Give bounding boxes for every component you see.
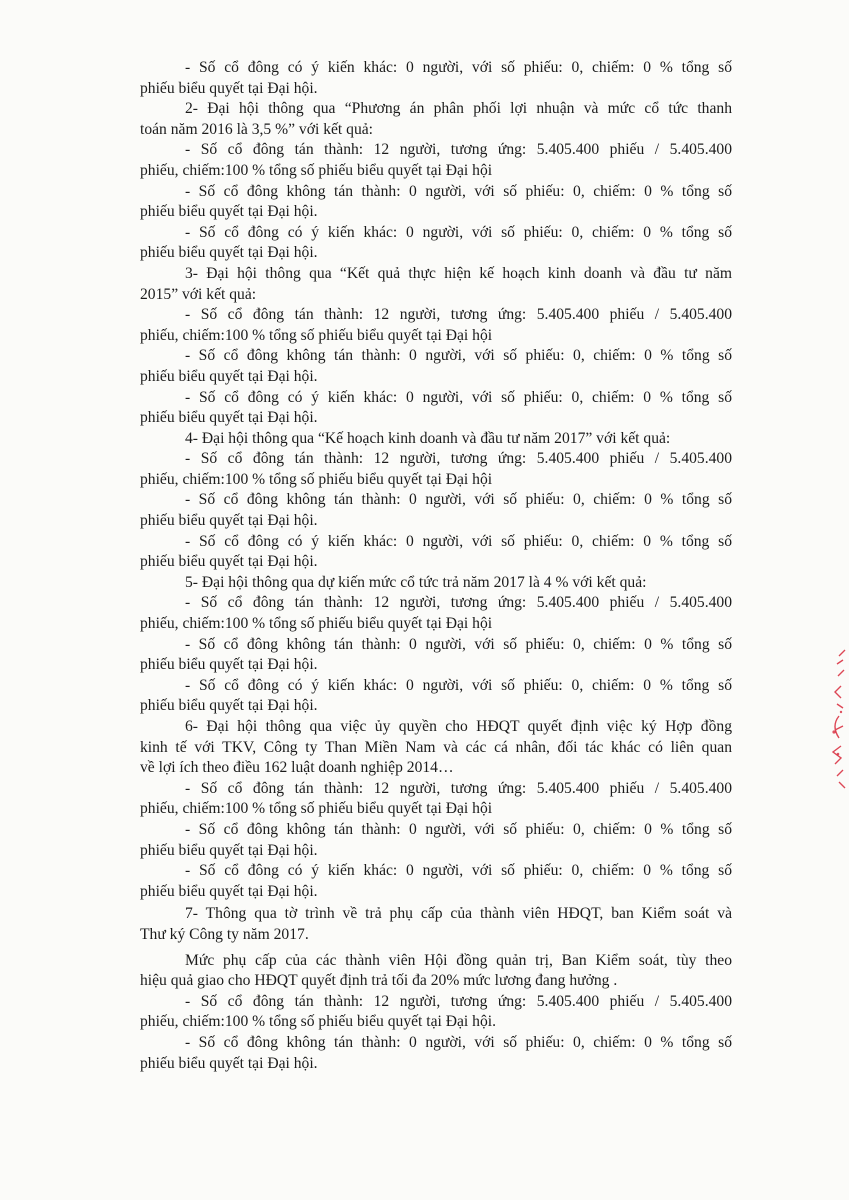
text-line: phiếu biểu quyết tại Đại hội. bbox=[140, 79, 318, 97]
resolution-item-6 bbox=[140, 717, 732, 779]
item-heading-cont: về lợi ích theo điều 162 luật doanh nghiệp 2014… bbox=[140, 759, 454, 777]
vote-result-disapprove bbox=[140, 182, 732, 223]
text-line: Mức phụ cấp của các thành viên Hội đồng quản trị, Ban Kiểm soát, tùy theo bbox=[185, 951, 732, 969]
text-line: phiếu, chiếm:100 % tổng số phiếu biểu quyết tại Đại hội bbox=[140, 470, 493, 488]
text-line: - Số cổ đông không tán thành: 0 người, với số phiếu: 0, chiếm: 0 % tổng số bbox=[185, 820, 732, 838]
text-line: phiếu biểu quyết tại Đại hội. bbox=[140, 244, 318, 262]
text-line: - Số cổ đông có ý kiến khác: 0 người, với số phiếu: 0, chiếm: 0 % tổng số bbox=[185, 862, 732, 880]
text-line: phiếu biểu quyết tại Đại hội. bbox=[140, 697, 318, 715]
vote-result-other-opinion bbox=[140, 532, 732, 573]
text-line: - Số cổ đông không tán thành: 0 người, với số phiếu: 0, chiếm: 0 % tổng số bbox=[185, 635, 732, 653]
text-line: phiếu, chiếm:100 % tổng số phiếu biểu quyết tại Đại hội. bbox=[140, 1013, 496, 1031]
item-heading-cont: 2015” với kết quả: bbox=[140, 285, 257, 303]
resolution-item-4 bbox=[140, 429, 732, 450]
text-line: - Số cổ đông có ý kiến khác: 0 người, với số phiếu: 0, chiếm: 0 % tổng số bbox=[185, 532, 732, 550]
vote-result-disapprove bbox=[140, 635, 732, 676]
resolution-item-3 bbox=[140, 264, 732, 305]
text-line: phiếu biểu quyết tại Đại hội. bbox=[140, 203, 318, 221]
text-line: phiếu, chiếm:100 % tổng số phiếu biểu quyết tại Đại hội bbox=[140, 800, 493, 818]
vote-result-other-opinion bbox=[140, 58, 732, 99]
text-line: - Số cổ đông không tán thành: 0 người, với số phiếu: 0, chiếm: 0 % tổng số bbox=[185, 1033, 732, 1051]
item-heading: 4- Đại hội thông qua “Kế hoạch kinh doanh và đầu tư năm 2017” với kết quả: bbox=[185, 429, 671, 447]
item-heading-cont: Thư ký Công ty năm 2017. bbox=[140, 925, 309, 943]
text-line: - Số cổ đông tán thành: 12 người, tương ứng: 5.405.400 phiếu / 5.405.400 bbox=[185, 779, 732, 797]
text-line: phiếu biểu quyết tại Đại hội. bbox=[140, 512, 318, 530]
text-line: - Số cổ đông tán thành: 12 người, tương ứng: 5.405.400 phiếu / 5.405.400 bbox=[185, 594, 732, 612]
item-heading-cont: kinh tế với TKV, Công ty Than Miền Nam và các cá nhân, đối tác khác có liên quan bbox=[140, 738, 732, 756]
text-line: phiếu biểu quyết tại Đại hội. bbox=[140, 409, 318, 427]
resolution-body bbox=[140, 58, 732, 1074]
vote-result-disapprove bbox=[140, 1033, 732, 1074]
vote-result-approve bbox=[140, 992, 732, 1033]
item-heading: 7- Thông qua tờ trình về trả phụ cấp của thành viên HĐQT, ban Kiểm soát và bbox=[185, 905, 732, 923]
text-line: - Số cổ đông tán thành: 12 người, tương ứng: 5.405.400 phiếu / 5.405.400 bbox=[185, 306, 732, 324]
text-line: - Số cổ đông có ý kiến khác: 0 người, với số phiếu: 0, chiếm: 0 % tổng số bbox=[185, 676, 732, 694]
resolution-item-7 bbox=[140, 904, 732, 945]
vote-result-other-opinion bbox=[140, 676, 732, 717]
text-line: phiếu biểu quyết tại Đại hội. bbox=[140, 367, 318, 385]
text-line: phiếu biểu quyết tại Đại hội. bbox=[140, 656, 318, 674]
item-heading-cont: toán năm 2016 là 3,5 %” với kết quả: bbox=[140, 120, 374, 138]
vote-result-approve bbox=[140, 140, 732, 181]
text-line: phiếu, chiếm:100 % tổng số phiếu biểu quyết tại Đại hội bbox=[140, 326, 493, 344]
vote-result-approve bbox=[140, 305, 732, 346]
text-line: phiếu, chiếm:100 % tổng số phiếu biểu quyết tại Đại hội bbox=[140, 161, 493, 179]
text-line: phiếu, chiếm:100 % tổng số phiếu biểu quyết tại Đại hội bbox=[140, 615, 493, 633]
allowance-paragraph bbox=[140, 951, 732, 992]
text-line: - Số cổ đông không tán thành: 0 người, với số phiếu: 0, chiếm: 0 % tổng số bbox=[185, 347, 732, 365]
text-line: - Số cổ đông không tán thành: 0 người, với số phiếu: 0, chiếm: 0 % tổng số bbox=[185, 182, 732, 200]
item-heading: 2- Đại hội thông qua “Phương án phân phối lợi nhuận và mức cổ tức thanh bbox=[185, 100, 732, 118]
vote-result-disapprove bbox=[140, 490, 732, 531]
text-line: phiếu biểu quyết tại Đại hội. bbox=[140, 841, 318, 859]
text-line: - Số cổ đông không tán thành: 0 người, với số phiếu: 0, chiếm: 0 % tổng số bbox=[185, 491, 732, 509]
text-line: - Số cổ đông có ý kiến khác: 0 người, với số phiếu: 0, chiếm: 0 % tổng số bbox=[185, 388, 732, 406]
text-line: phiếu biểu quyết tại Đại hội. bbox=[140, 1054, 318, 1072]
text-line: phiếu biểu quyết tại Đại hội. bbox=[140, 882, 318, 900]
resolution-item-5 bbox=[140, 573, 732, 594]
item-heading: 6- Đại hội thông qua việc ủy quyền cho HĐQT quyết định việc ký Hợp đồng bbox=[185, 718, 732, 735]
text-line: - Số cổ đông tán thành: 12 người, tương ứng: 5.405.400 phiếu / 5.405.400 bbox=[185, 992, 732, 1010]
text-line: - Số cổ đông tán thành: 12 người, tương ứng: 5.405.400 phiếu / 5.405.400 bbox=[185, 141, 732, 159]
vote-result-approve bbox=[140, 449, 732, 490]
vote-result-other-opinion bbox=[140, 861, 732, 902]
vote-result-approve bbox=[140, 593, 732, 634]
text-line: - Số cổ đông có ý kiến khác: 0 người, với số phiếu: 0, chiếm: 0 % tổng số bbox=[185, 223, 732, 241]
red-stamp-fragment bbox=[817, 646, 847, 796]
vote-result-disapprove bbox=[140, 820, 732, 861]
item-heading: 3- Đại hội thông qua “Kết quả thực hiện kế hoạch kinh doanh và đầu tư năm bbox=[185, 264, 732, 282]
vote-result-other-opinion bbox=[140, 388, 732, 429]
resolution-item-2 bbox=[140, 99, 732, 140]
text-line: - Số cổ đông có ý kiến khác: 0 người, với số phiếu: 0, chiếm: 0 % tổng số bbox=[185, 59, 732, 76]
vote-result-other-opinion bbox=[140, 223, 732, 264]
vote-result-approve bbox=[140, 779, 732, 820]
text-line: hiệu quả giao cho HĐQT quyết định trả tối đa 20% mức lương đang hưởng . bbox=[140, 972, 618, 990]
text-line: phiếu biểu quyết tại Đại hội. bbox=[140, 553, 318, 571]
vote-result-disapprove bbox=[140, 346, 732, 387]
item-heading: 5- Đại hội thông qua dự kiến mức cổ tức trả năm 2017 là 4 % với kết quả: bbox=[185, 573, 647, 591]
text-line: - Số cổ đông tán thành: 12 người, tương ứng: 5.405.400 phiếu / 5.405.400 bbox=[185, 450, 732, 468]
